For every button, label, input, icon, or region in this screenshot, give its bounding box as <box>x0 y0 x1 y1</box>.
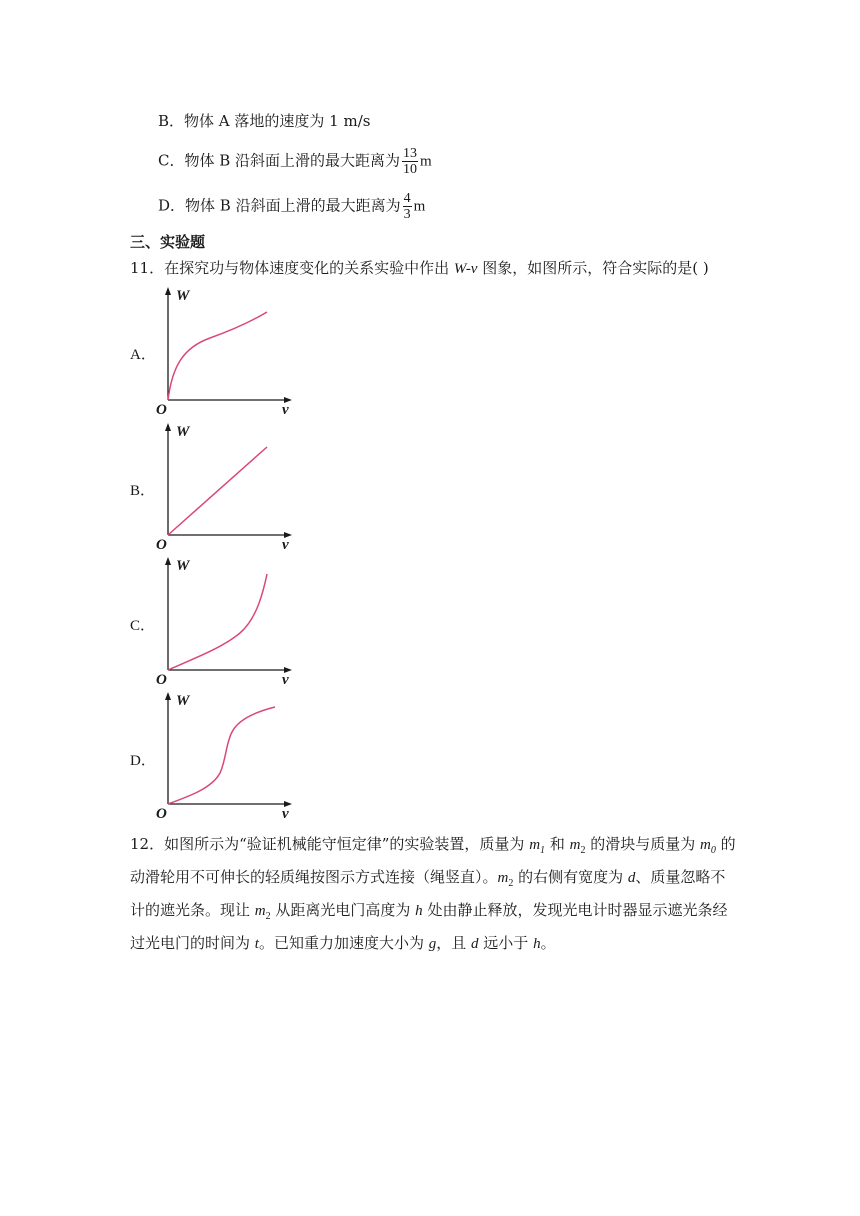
option-letter: B． <box>158 112 185 130</box>
y-axis-label: W <box>176 693 190 709</box>
fraction-denominator: 10 <box>403 162 418 177</box>
subscript: 0 <box>710 845 716 856</box>
question-text: 、质量忽略不 <box>635 868 726 886</box>
question-text: 远小于 <box>478 934 534 952</box>
origin-label: O <box>156 806 167 822</box>
option-letter: D． <box>158 196 186 215</box>
unit: m <box>413 198 426 215</box>
question-12-line-1 <box>130 834 736 861</box>
question-text: 从距离光电门高度为 <box>270 901 416 919</box>
question-12-line-2 <box>130 867 725 894</box>
option-b-q10 <box>158 111 370 131</box>
question-text: 和 <box>545 835 570 853</box>
graph-b <box>150 419 310 554</box>
variable: d <box>627 870 636 886</box>
variable: t <box>254 936 259 952</box>
option-text: 物体 B 沿斜面上滑的最大距离为 <box>185 196 401 215</box>
y-axis-arrow <box>165 423 171 431</box>
origin-label: O <box>156 672 167 688</box>
question-text: 。 <box>540 934 556 952</box>
y-axis-arrow <box>165 557 171 565</box>
question-text: ，且 <box>436 934 472 952</box>
option-text: 物体 A 落地的速度为 1 m/s <box>184 112 371 130</box>
question-text: 在探究功与物体速度变化的关系实验中作出 <box>164 259 454 277</box>
subscript: 2 <box>580 845 586 856</box>
subscript: 2 <box>508 878 514 889</box>
y-axis-label: W <box>176 288 190 304</box>
question-text: 的右侧有宽度为 <box>513 868 628 886</box>
variable: m <box>497 870 509 886</box>
question-text: 计的遮光条。现让 <box>130 901 255 919</box>
question-text: 。已知重力加速度大小为 <box>258 934 429 952</box>
question-text: 的 <box>715 835 736 853</box>
fraction-numerator: 4 <box>403 191 411 206</box>
variable: m <box>699 837 711 853</box>
fraction-numerator: 13 <box>403 146 418 161</box>
curve-s-shape <box>168 707 275 804</box>
origin-label: O <box>156 537 167 553</box>
x-axis-label: v <box>282 402 289 418</box>
curve-concave <box>168 312 267 400</box>
fraction <box>402 146 418 177</box>
origin-label: O <box>156 402 167 418</box>
variable: d <box>471 936 479 952</box>
variable: h <box>415 903 423 919</box>
variable: W-v <box>453 261 478 277</box>
option-b-label: B． <box>130 483 156 499</box>
question-text: 动滑轮用不可伸长的轻质绳按图示方式连接（绳竖直）。 <box>130 868 498 886</box>
graph-d <box>150 688 310 823</box>
curve-convex <box>168 574 267 670</box>
fraction <box>403 191 412 222</box>
curve-linear <box>168 447 267 535</box>
y-axis-label: W <box>176 558 190 574</box>
question-number: 11． <box>130 259 165 277</box>
question-number: 12． <box>130 835 165 853</box>
option-c-q10 <box>158 146 432 177</box>
variable: g <box>428 936 437 952</box>
question-text: 如图所示为“验证机械能守恒定律”的实验装置，质量为 <box>164 835 530 853</box>
question-11-stem <box>130 258 709 279</box>
unit: m <box>420 153 432 170</box>
x-axis-label: v <box>282 672 289 688</box>
y-axis-label: W <box>176 424 190 440</box>
subscript: 2 <box>265 911 271 922</box>
variable: m <box>529 837 541 853</box>
variable: m <box>569 837 581 853</box>
option-letter: C． <box>158 151 185 170</box>
y-axis-arrow <box>165 692 171 700</box>
variable: m <box>254 903 266 919</box>
section-heading: 三、实验题 <box>130 233 206 251</box>
option-d-label: D． <box>130 753 156 769</box>
question-12-line-4 <box>130 933 556 954</box>
x-axis-label: v <box>282 806 289 822</box>
x-axis-label: v <box>282 537 289 553</box>
option-c-label: C． <box>130 618 156 634</box>
option-text: 物体 B 沿斜面上滑的最大距离为 <box>184 151 401 170</box>
subscript: 1 <box>540 845 546 856</box>
option-a-label: A． <box>130 347 156 363</box>
question-text: 过光电门的时间为 <box>130 934 255 952</box>
question-12-line-3 <box>130 900 727 927</box>
option-d-q10 <box>158 191 425 222</box>
graph-c <box>150 553 310 688</box>
question-text: 的滑块与质量为 <box>585 835 700 853</box>
variable: h <box>533 936 541 952</box>
question-text: 图象，如图所示，符合实际的是( ) <box>477 259 709 277</box>
question-text: 处由静止释放，发现光电计时器显示遮光条经 <box>422 901 728 919</box>
y-axis-arrow <box>165 287 171 295</box>
fraction-denominator: 3 <box>403 207 411 222</box>
graph-a <box>150 283 310 418</box>
